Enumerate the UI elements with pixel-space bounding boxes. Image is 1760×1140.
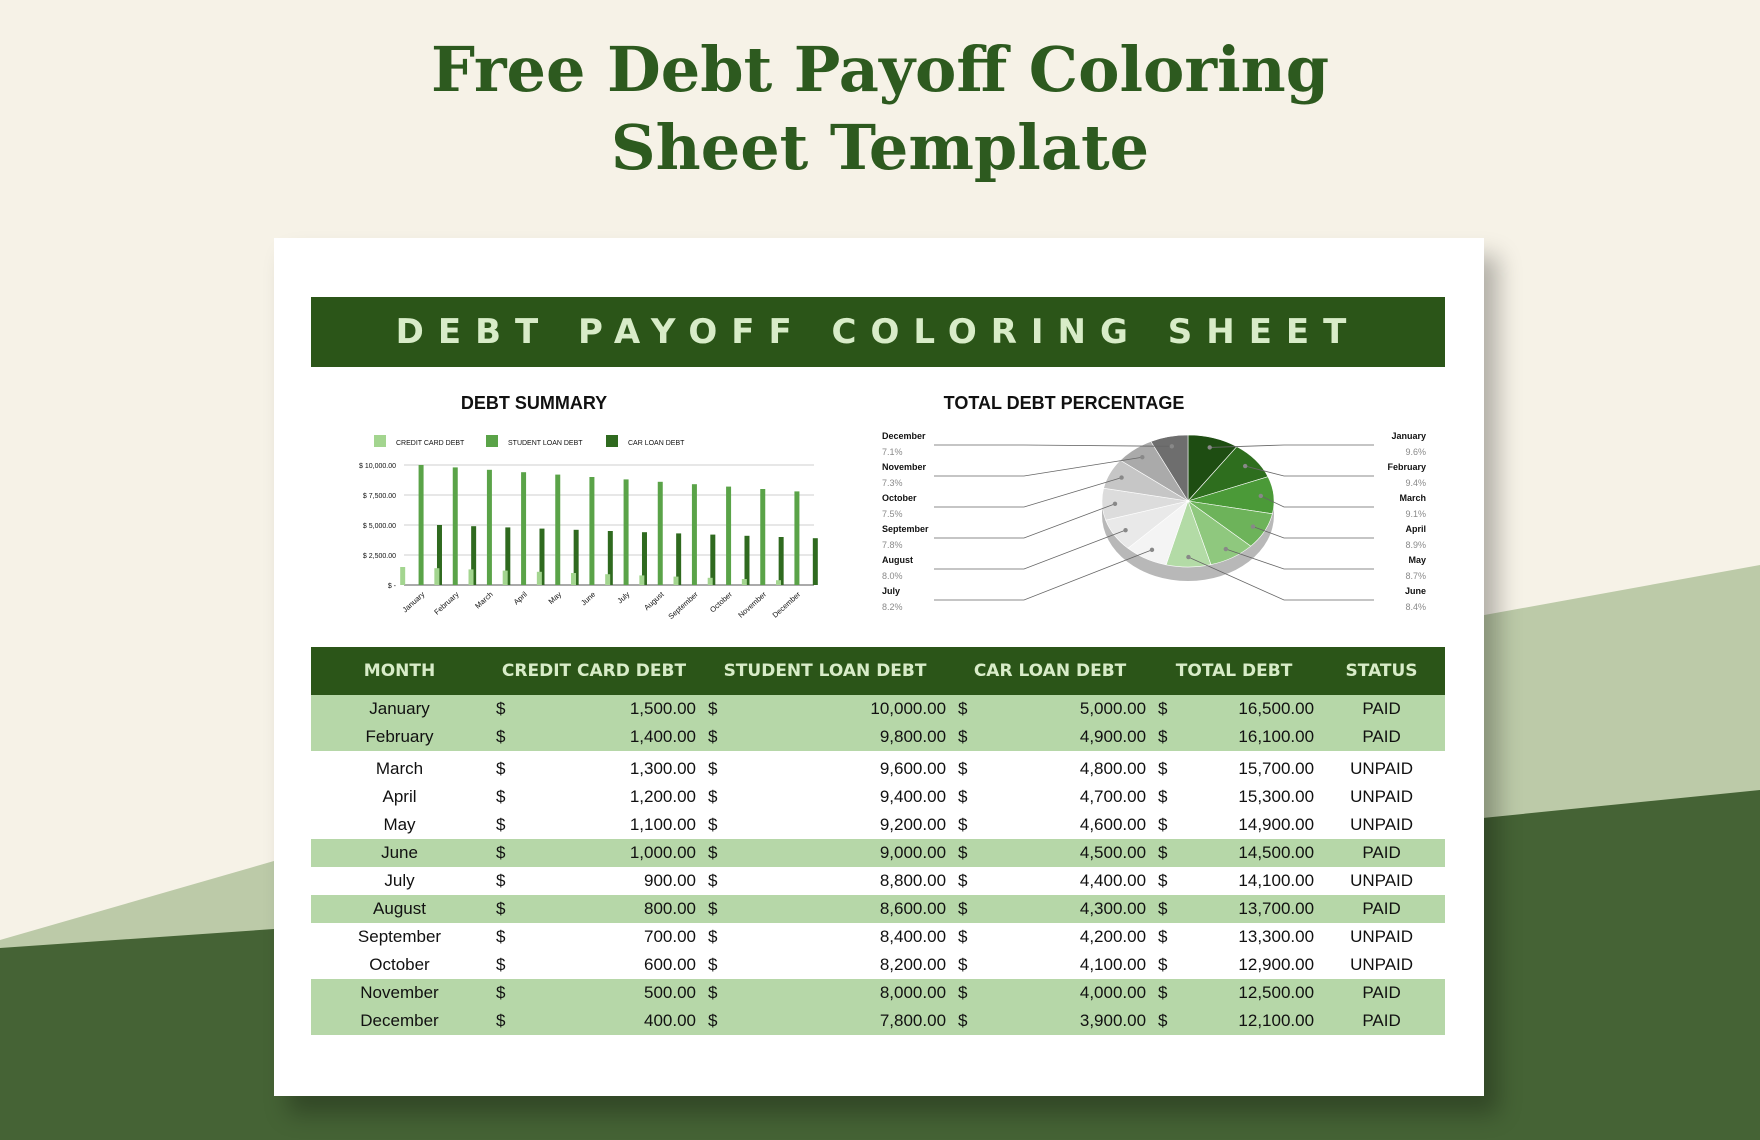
pie-label: June	[1404, 586, 1426, 596]
col-header-student-loan: STUDENT LOAN DEBT	[700, 647, 950, 695]
pie-leader-dot	[1224, 547, 1228, 551]
total-debt-cell: 12,500.00	[1190, 979, 1318, 1007]
total-debt-cell: 12,100.00	[1190, 1007, 1318, 1035]
pie-label: December	[882, 431, 926, 441]
pie-value-label: 8.7%	[1405, 571, 1426, 581]
currency-symbol: $	[496, 927, 506, 946]
pie-value-label: 7.5%	[882, 509, 903, 519]
x-tick-label: January	[400, 589, 427, 615]
currency-symbol: $	[1150, 695, 1190, 723]
pie-leader-dot	[1113, 502, 1117, 506]
month-cell: February	[311, 723, 488, 751]
table-row	[311, 839, 1445, 867]
pie-leader-dot	[1259, 494, 1263, 498]
currency-symbol: $	[488, 839, 528, 867]
pie-label: March	[1399, 493, 1426, 503]
x-tick-label: November	[736, 589, 769, 620]
total-debt-cell: 13,300.00	[1238, 927, 1315, 946]
car-loan-cell: 4,200.00	[1079, 927, 1147, 946]
currency-symbol: $	[700, 723, 740, 751]
month-cell: August	[311, 895, 488, 923]
currency-symbol: $	[1158, 815, 1168, 834]
total-debt-cell: 12,900.00	[1238, 955, 1315, 974]
pie-label: January	[1391, 431, 1426, 441]
car-loan-cell: 4,900.00	[990, 723, 1150, 751]
currency-symbol: $	[700, 895, 740, 923]
month-cell: May	[383, 815, 416, 834]
status-cell: PAID	[1318, 723, 1445, 751]
y-tick-label: $ 7,500.00	[362, 493, 396, 500]
table-row	[311, 695, 1445, 723]
bar	[400, 567, 405, 585]
credit-card-cell: 1,100.00	[629, 815, 697, 834]
table-header-row	[311, 647, 1445, 695]
x-tick-label: July	[615, 589, 632, 606]
currency-symbol: $	[950, 979, 990, 1007]
bar	[726, 487, 731, 585]
currency-symbol: $	[950, 1007, 990, 1035]
car-loan-cell: 4,700.00	[1079, 787, 1147, 806]
status-cell: PAID	[1318, 1007, 1445, 1035]
col-header-status: STATUS	[1318, 647, 1445, 695]
credit-card-cell: 400.00	[528, 1007, 700, 1035]
col-header-month: MONTH	[311, 647, 488, 695]
credit-card-cell: 1,300.00	[629, 759, 697, 778]
student-loan-cell: 9,200.00	[879, 815, 947, 834]
status-cell: UNPAID	[1350, 955, 1414, 974]
total-debt-pie-chart	[874, 413, 1434, 623]
currency-symbol: $	[708, 927, 718, 946]
debt-table	[311, 647, 1445, 1035]
credit-card-cell: 900.00	[644, 871, 697, 890]
month-cell: November	[311, 979, 488, 1007]
bar	[555, 475, 560, 585]
month-cell: June	[311, 839, 488, 867]
month-cell: April	[382, 787, 417, 806]
table-body	[311, 695, 1445, 1035]
pie-value-label: 9.6%	[1405, 447, 1426, 457]
x-tick-label: June	[579, 589, 598, 608]
bar	[571, 573, 576, 585]
currency-symbol: $	[958, 927, 968, 946]
currency-symbol: $	[1150, 979, 1190, 1007]
bar	[605, 574, 610, 585]
x-tick-label: September	[666, 589, 700, 622]
col-header-credit-card: CREDIT CARD DEBT	[488, 647, 700, 695]
currency-symbol: $	[958, 815, 968, 834]
currency-symbol: $	[488, 695, 528, 723]
pie-leader-line	[1261, 496, 1374, 507]
pie-value-label: 8.9%	[1405, 540, 1426, 550]
month-cell: July	[384, 871, 415, 890]
table-row	[311, 811, 1445, 839]
student-loan-cell: 10,000.00	[740, 695, 950, 723]
status-cell: UNPAID	[1350, 787, 1414, 806]
currency-symbol: $	[496, 759, 506, 778]
table-row	[311, 755, 1445, 783]
pie-leader-line	[934, 504, 1115, 538]
month-cell: March	[375, 759, 424, 778]
table-row	[311, 923, 1445, 951]
pie-value-label: 9.1%	[1405, 509, 1426, 519]
pie-leader-line	[934, 550, 1152, 600]
x-tick-label: April	[511, 589, 529, 607]
pie-label: April	[1405, 524, 1426, 534]
bar-chart-title: DEBT SUMMARY	[460, 393, 608, 413]
currency-symbol: $	[496, 955, 506, 974]
table-row	[311, 783, 1445, 811]
credit-card-cell: 1,000.00	[528, 839, 700, 867]
month-cell: January	[311, 695, 488, 723]
credit-card-cell: 1,500.00	[528, 695, 700, 723]
legend-label: STUDENT LOAN DEBT	[508, 440, 583, 447]
bar	[503, 571, 508, 585]
student-loan-cell: 8,400.00	[879, 927, 947, 946]
credit-card-cell: 800.00	[528, 895, 700, 923]
pie-leader-dot	[1123, 528, 1127, 532]
student-loan-cell: 7,800.00	[740, 1007, 950, 1035]
currency-symbol: $	[496, 815, 506, 834]
currency-symbol: $	[700, 839, 740, 867]
bar	[469, 569, 474, 585]
bar	[742, 579, 747, 585]
pie-label: May	[1408, 555, 1426, 565]
table-row	[311, 895, 1445, 923]
status-cell: UNPAID	[1350, 759, 1414, 778]
col-header-total: TOTAL DEBT	[1150, 647, 1318, 695]
pie-label: February	[1387, 462, 1426, 472]
pie-label: August	[882, 555, 913, 565]
car-loan-cell: 4,000.00	[990, 979, 1150, 1007]
bar	[708, 578, 713, 585]
bar	[710, 535, 715, 585]
car-loan-cell: 4,100.00	[1079, 955, 1147, 974]
currency-symbol: $	[1158, 787, 1168, 806]
bar	[794, 491, 799, 585]
currency-symbol: $	[488, 979, 528, 1007]
pie-label: November	[882, 462, 927, 472]
currency-symbol: $	[708, 759, 718, 778]
car-loan-cell: 4,600.00	[1079, 815, 1147, 834]
debt-summary-bar-chart	[314, 413, 834, 623]
pie-leader-dot	[1208, 445, 1212, 449]
currency-symbol: $	[496, 871, 506, 890]
pie-label: October	[882, 493, 917, 503]
student-loan-cell: 8,600.00	[740, 895, 950, 923]
currency-symbol: $	[1150, 723, 1190, 751]
total-debt-cell: 14,500.00	[1190, 839, 1318, 867]
bar	[589, 477, 594, 585]
currency-symbol: $	[950, 895, 990, 923]
car-loan-cell: 3,900.00	[990, 1007, 1150, 1035]
currency-symbol: $	[700, 695, 740, 723]
y-tick-label: $ 2,500.00	[362, 553, 396, 560]
month-cell: September	[357, 927, 442, 946]
currency-symbol: $	[1158, 871, 1168, 890]
bar	[658, 482, 663, 585]
table-row	[311, 1007, 1445, 1035]
month-cell: October	[369, 955, 430, 974]
currency-symbol: $	[1158, 759, 1168, 778]
x-tick-label: August	[642, 589, 666, 613]
pie-label: September	[882, 524, 929, 534]
currency-symbol: $	[950, 723, 990, 751]
table-row	[311, 723, 1445, 751]
legend-label: CREDIT CARD DEBT	[396, 440, 465, 447]
bar	[453, 467, 458, 585]
bar	[419, 465, 424, 585]
legend-swatch	[606, 435, 618, 447]
car-loan-cell: 4,400.00	[1079, 871, 1147, 890]
currency-symbol: $	[708, 871, 718, 890]
bar	[487, 470, 492, 585]
bar	[779, 537, 784, 585]
pie-leader-line	[934, 478, 1122, 507]
student-loan-cell: 8,800.00	[879, 871, 947, 890]
bar	[521, 472, 526, 585]
pie-value-label: 7.3%	[882, 478, 903, 488]
pie-chart-title: TOTAL DEBT PERCENTAGE	[943, 393, 1185, 413]
sheet-preview	[274, 238, 1484, 1096]
legend-swatch	[486, 435, 498, 447]
currency-symbol: $	[488, 723, 528, 751]
pie-value-label: 8.4%	[1405, 602, 1426, 612]
currency-symbol: $	[708, 815, 718, 834]
student-loan-cell: 9,800.00	[740, 723, 950, 751]
car-loan-cell: 4,800.00	[1079, 759, 1147, 778]
pie-label: July	[882, 586, 901, 596]
bar	[760, 489, 765, 585]
x-tick-label: May	[546, 589, 564, 606]
student-loan-cell: 9,000.00	[740, 839, 950, 867]
pie-leader-dot	[1150, 548, 1154, 552]
currency-symbol: $	[958, 871, 968, 890]
student-loan-cell: 9,600.00	[879, 759, 947, 778]
total-debt-cell: 15,300.00	[1238, 787, 1315, 806]
student-loan-cell: 8,200.00	[879, 955, 947, 974]
pie-leader-dot	[1140, 455, 1144, 459]
x-tick-label: March	[473, 589, 495, 611]
status-cell: PAID	[1318, 695, 1445, 723]
page-title-line-1: Free Debt Payoff Coloring	[430, 33, 1330, 106]
total-debt-cell: 16,500.00	[1190, 695, 1318, 723]
y-tick-label: $ -	[387, 583, 396, 590]
status-cell: UNPAID	[1350, 815, 1414, 834]
table-row	[311, 951, 1445, 979]
pie-leader-dot	[1243, 464, 1247, 468]
currency-symbol: $	[488, 1007, 528, 1035]
car-loan-cell: 5,000.00	[990, 695, 1150, 723]
pie-leader-dot	[1170, 444, 1174, 448]
credit-card-cell: 500.00	[528, 979, 700, 1007]
y-tick-label: $ 5,000.00	[362, 523, 396, 530]
status-cell: PAID	[1318, 895, 1445, 923]
pie-value-label: 8.2%	[882, 602, 903, 612]
bar	[813, 538, 818, 585]
x-tick-label: October	[708, 589, 734, 615]
pie-leader-dot	[1186, 555, 1190, 559]
legend-swatch	[374, 435, 386, 447]
currency-symbol: $	[708, 955, 718, 974]
status-cell: PAID	[1318, 839, 1445, 867]
col-header-car-loan: CAR LOAN DEBT	[950, 647, 1150, 695]
currency-symbol: $	[488, 895, 528, 923]
pie-value-label: 7.8%	[882, 540, 903, 550]
currency-symbol: $	[700, 1007, 740, 1035]
table-row	[311, 979, 1445, 1007]
currency-symbol: $	[708, 787, 718, 806]
credit-card-cell: 1,400.00	[528, 723, 700, 751]
month-cell: December	[311, 1007, 488, 1035]
bar	[776, 580, 781, 585]
currency-symbol: $	[950, 695, 990, 723]
status-cell: UNPAID	[1350, 927, 1414, 946]
bar	[537, 572, 542, 585]
bar	[692, 484, 697, 585]
total-debt-cell: 14,900.00	[1238, 815, 1315, 834]
currency-symbol: $	[958, 759, 968, 778]
student-loan-cell: 8,000.00	[740, 979, 950, 1007]
currency-symbol: $	[496, 787, 506, 806]
page-title-line-2: Sheet Template	[610, 111, 1150, 184]
x-tick-label: February	[432, 589, 461, 617]
currency-symbol: $	[950, 839, 990, 867]
total-debt-cell: 15,700.00	[1238, 759, 1315, 778]
bar	[674, 577, 679, 585]
table-row	[311, 867, 1445, 895]
pie-value-label: 7.1%	[882, 447, 903, 457]
currency-symbol: $	[958, 787, 968, 806]
total-debt-cell: 14,100.00	[1238, 871, 1315, 890]
bar	[744, 536, 749, 585]
status-cell: PAID	[1318, 979, 1445, 1007]
pie-leader-dot	[1119, 475, 1123, 479]
pie-leader-dot	[1251, 524, 1255, 528]
bar	[624, 479, 629, 585]
pie-value-label: 8.0%	[882, 571, 903, 581]
pie-leader-line	[934, 445, 1172, 446]
credit-card-cell: 700.00	[644, 927, 697, 946]
currency-symbol: $	[1158, 955, 1168, 974]
currency-symbol: $	[700, 979, 740, 1007]
x-tick-label: December	[770, 589, 803, 620]
bar	[434, 568, 439, 585]
currency-symbol: $	[1150, 839, 1190, 867]
currency-symbol: $	[1158, 927, 1168, 946]
bar	[639, 575, 644, 585]
sheet-banner: DEBT PAYOFF COLORING SHEET	[311, 297, 1445, 367]
pie-value-label: 9.4%	[1405, 478, 1426, 488]
credit-card-cell: 1,200.00	[629, 787, 697, 806]
car-loan-cell: 4,500.00	[990, 839, 1150, 867]
currency-symbol: $	[958, 955, 968, 974]
currency-symbol: $	[1150, 895, 1190, 923]
credit-card-cell: 600.00	[644, 955, 697, 974]
total-debt-cell: 13,700.00	[1190, 895, 1318, 923]
legend-label: CAR LOAN DEBT	[628, 440, 685, 447]
total-debt-cell: 16,100.00	[1190, 723, 1318, 751]
currency-symbol: $	[1150, 1007, 1190, 1035]
y-tick-label: $ 10,000.00	[359, 463, 396, 470]
student-loan-cell: 9,400.00	[879, 787, 947, 806]
status-cell: UNPAID	[1350, 871, 1414, 890]
car-loan-cell: 4,300.00	[990, 895, 1150, 923]
